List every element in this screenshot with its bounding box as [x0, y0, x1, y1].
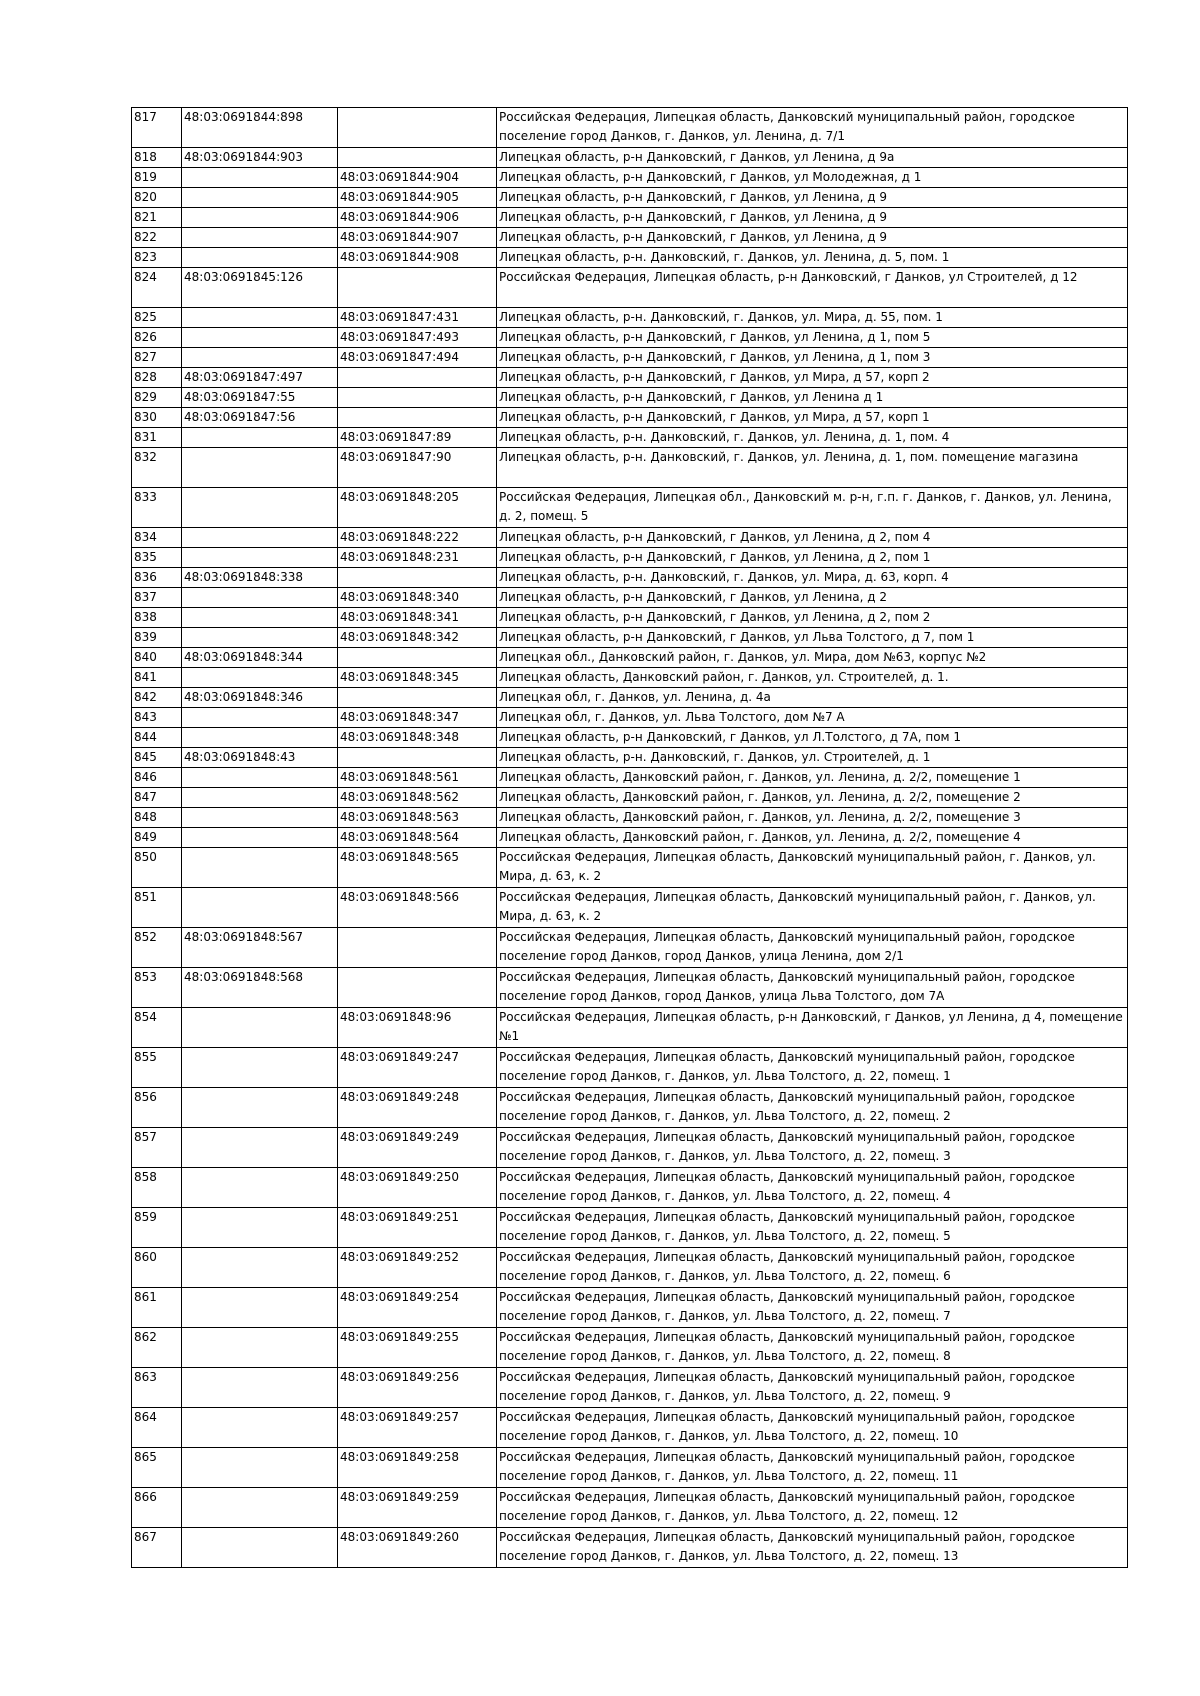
cadastral-number-cell: [182, 308, 338, 328]
included-cadastral-number-cell: 48:03:0691844:904: [338, 168, 497, 188]
cadastral-number-cell: 48:03:0691847:56: [182, 408, 338, 428]
table-row: [132, 388, 1128, 408]
address-cell: Липецкая область, р-н Данковский, г Данков, ул Мира, д 57, корп 1: [497, 408, 1128, 428]
address-cell: Липецкая область, р-н Данковский, г Данков, ул Ленина, д 2, пом 4: [497, 528, 1128, 548]
table-row: [132, 1208, 1128, 1248]
cadastral-number-cell: [182, 668, 338, 688]
table-row: [132, 1088, 1128, 1128]
address-cell: Российская Федерация, Липецкая область, Данковский муниципальный район, городское поселение город Данков, г. Данков, ул. Льва Толстого, д. 22, помещ. 9: [497, 1368, 1128, 1408]
cadastral-number-cell: [182, 1088, 338, 1128]
row-number-cell: 837: [132, 588, 182, 608]
address-cell: Российская Федерация, Липецкая область, Данковский муниципальный район, городское поселение город Данков, г. Данков, ул. Льва Толстого, д. 22, помещ. 4: [497, 1168, 1128, 1208]
row-number-cell: 860: [132, 1248, 182, 1288]
address-cell: Российская Федерация, Липецкая область, Данковский муниципальный район, городское поселение город Данков, г. Данков, ул. Ленина, д. 7/1: [497, 108, 1128, 148]
row-number-cell: 853: [132, 968, 182, 1008]
address-cell: Липецкая область, р-н Данковский, г Данков, ул Ленина, д 9: [497, 188, 1128, 208]
address-cell: Липецкая область, р-н Данковский, г Данков, ул Ленина, д 9а: [497, 148, 1128, 168]
included-cadastral-number-cell: 48:03:0691849:258: [338, 1448, 497, 1488]
table-row: [132, 808, 1128, 828]
row-number-cell: 867: [132, 1528, 182, 1568]
address-cell: Липецкая обл, г. Данков, ул. Льва Толстого, дом №7 А: [497, 708, 1128, 728]
table-row: [132, 668, 1128, 688]
cadastral-number-cell: [182, 1528, 338, 1568]
row-number-cell: 825: [132, 308, 182, 328]
cadastral-number-cell: 48:03:0691844:903: [182, 148, 338, 168]
table-row: [132, 588, 1128, 608]
address-cell: Липецкая область, р-н. Данковский, г. Данков, ул. Мира, д. 55, пом. 1: [497, 308, 1128, 328]
cadastral-number-cell: 48:03:0691848:568: [182, 968, 338, 1008]
row-number-cell: 859: [132, 1208, 182, 1248]
table-row: [132, 648, 1128, 668]
cadastral-number-cell: [182, 828, 338, 848]
table-body: [132, 108, 1128, 1568]
included-cadastral-number-cell: 48:03:0691848:342: [338, 628, 497, 648]
table-row: [132, 628, 1128, 648]
included-cadastral-number-cell: 48:03:0691848:565: [338, 848, 497, 888]
row-number-cell: 838: [132, 608, 182, 628]
table-row: [132, 928, 1128, 968]
table-row: [132, 1168, 1128, 1208]
table-row: [132, 348, 1128, 368]
table-row: [132, 448, 1128, 488]
address-cell: Липецкая область, Данковский район, г. Данков, ул. Ленина, д. 2/2, помещение 1: [497, 768, 1128, 788]
included-cadastral-number-cell: 48:03:0691848:205: [338, 488, 497, 528]
cadastral-number-cell: [182, 328, 338, 348]
included-cadastral-number-cell: 48:03:0691849:252: [338, 1248, 497, 1288]
cadastral-number-cell: [182, 1128, 338, 1168]
address-cell: Российская Федерация, Липецкая область, Данковский муниципальный район, г. Данков, ул. Мира, д. 63, к. 2: [497, 848, 1128, 888]
included-cadastral-number-cell: 48:03:0691848:222: [338, 528, 497, 548]
included-cadastral-number-cell: 48:03:0691849:254: [338, 1288, 497, 1328]
row-number-cell: 857: [132, 1128, 182, 1168]
included-cadastral-number-cell: 48:03:0691848:341: [338, 608, 497, 628]
row-number-cell: 821: [132, 208, 182, 228]
table-row: [132, 568, 1128, 588]
address-cell: Российская Федерация, Липецкая область, Данковский муниципальный район, городское поселение город Данков, г. Данков, ул. Льва Толстого, д. 22, помещ. 11: [497, 1448, 1128, 1488]
cadastral-number-cell: [182, 728, 338, 748]
included-cadastral-number-cell: 48:03:0691849:255: [338, 1328, 497, 1368]
table-row: [132, 1128, 1128, 1168]
table-row: [132, 1248, 1128, 1288]
table-row: [132, 188, 1128, 208]
address-cell: Липецкая область, р-н Данковский, г Данков, ул Ленина, д 2, пом 2: [497, 608, 1128, 628]
included-cadastral-number-cell: 48:03:0691849:260: [338, 1528, 497, 1568]
included-cadastral-number-cell: 48:03:0691848:345: [338, 668, 497, 688]
row-number-cell: 866: [132, 1488, 182, 1528]
row-number-cell: 833: [132, 488, 182, 528]
cadastral-number-cell: 48:03:0691848:344: [182, 648, 338, 668]
included-cadastral-number-cell: 48:03:0691848:566: [338, 888, 497, 928]
address-cell: Липецкая область, Данковский район, г. Данков, ул. Строителей, д. 1.: [497, 668, 1128, 688]
cadastral-number-cell: 48:03:0691844:898: [182, 108, 338, 148]
address-cell: Липецкая область, р-н Данковский, г Данков, ул Ленина, д 1, пом 3: [497, 348, 1128, 368]
cadastral-table: [131, 107, 1128, 1568]
table-row: [132, 968, 1128, 1008]
row-number-cell: 855: [132, 1048, 182, 1088]
table-row: [132, 828, 1128, 848]
included-cadastral-number-cell: 48:03:0691849:256: [338, 1368, 497, 1408]
row-number-cell: 839: [132, 628, 182, 648]
table-row: [132, 328, 1128, 348]
included-cadastral-number-cell: 48:03:0691847:89: [338, 428, 497, 448]
address-cell: Липецкая область, р-н. Данковский, г. Данков, ул. Ленина, д. 1, пом. помещение магазина: [497, 448, 1128, 488]
cadastral-number-cell: [182, 808, 338, 828]
row-number-cell: 836: [132, 568, 182, 588]
table-row: [132, 688, 1128, 708]
cadastral-number-cell: [182, 188, 338, 208]
row-number-cell: 827: [132, 348, 182, 368]
table-row: [132, 1008, 1128, 1048]
table-row: [132, 428, 1128, 448]
row-number-cell: 863: [132, 1368, 182, 1408]
cadastral-number-cell: 48:03:0691847:497: [182, 368, 338, 388]
included-cadastral-number-cell: 48:03:0691848:96: [338, 1008, 497, 1048]
row-number-cell: 830: [132, 408, 182, 428]
included-cadastral-number-cell: 48:03:0691847:90: [338, 448, 497, 488]
cadastral-number-cell: [182, 608, 338, 628]
row-number-cell: 835: [132, 548, 182, 568]
table-row: [132, 1328, 1128, 1368]
row-number-cell: 840: [132, 648, 182, 668]
cadastral-number-cell: [182, 228, 338, 248]
address-cell: Российская Федерация, Липецкая область, Данковский муниципальный район, г. Данков, ул. Мира, д. 63, к. 2: [497, 888, 1128, 928]
row-number-cell: 865: [132, 1448, 182, 1488]
cadastral-number-cell: [182, 628, 338, 648]
included-cadastral-number-cell: [338, 748, 497, 768]
cadastral-number-cell: [182, 488, 338, 528]
included-cadastral-number-cell: [338, 408, 497, 428]
address-cell: Российская Федерация, Липецкая область, Данковский муниципальный район, городское поселение город Данков, г. Данков, ул. Льва Толстого, д. 22, помещ. 6: [497, 1248, 1128, 1288]
included-cadastral-number-cell: 48:03:0691849:250: [338, 1168, 497, 1208]
table-row: [132, 888, 1128, 928]
address-cell: Российская Федерация, Липецкая область, Данковский муниципальный район, городское поселение город Данков, г. Данков, ул. Льва Толстого, д. 22, помещ. 1: [497, 1048, 1128, 1088]
cadastral-number-cell: [182, 448, 338, 488]
row-number-cell: 864: [132, 1408, 182, 1448]
row-number-cell: 845: [132, 748, 182, 768]
address-cell: Российская Федерация, Липецкая область, Данковский муниципальный район, городское поселение город Данков, город Данков, улица Льва Толстого, дом 7А: [497, 968, 1128, 1008]
address-cell: Российская Федерация, Липецкая область, Данковский муниципальный район, городское поселение город Данков, г. Данков, ул. Льва Толстого, д. 22, помещ. 7: [497, 1288, 1128, 1328]
address-cell: Липецкая область, р-н Данковский, г Данков, ул Ленина д 1: [497, 388, 1128, 408]
table-row: [132, 228, 1128, 248]
address-cell: Российская Федерация, Липецкая обл., Данковский м. р-н, г.п. г. Данков, г. Данков, ул. Ленина, д. 2, помещ. 5: [497, 488, 1128, 528]
address-cell: Российская Федерация, Липецкая область, р-н Данковский, г Данков, ул Строителей, д 12: [497, 268, 1128, 308]
cadastral-number-cell: [182, 888, 338, 928]
address-cell: Липецкая область, Данковский район, г. Данков, ул. Ленина, д. 2/2, помещение 4: [497, 828, 1128, 848]
cadastral-number-cell: [182, 1488, 338, 1528]
included-cadastral-number-cell: 48:03:0691849:251: [338, 1208, 497, 1248]
address-cell: Липецкая область, р-н. Данковский, г. Данков, ул. Мира, д. 63, корп. 4: [497, 568, 1128, 588]
row-number-cell: 831: [132, 428, 182, 448]
cadastral-number-cell: [182, 1328, 338, 1368]
included-cadastral-number-cell: 48:03:0691849:247: [338, 1048, 497, 1088]
address-cell: Российская Федерация, Липецкая область, Данковский муниципальный район, городское поселение город Данков, г. Данков, ул. Льва Толстого, д. 22, помещ. 2: [497, 1088, 1128, 1128]
cadastral-number-cell: [182, 248, 338, 268]
cadastral-number-cell: [182, 708, 338, 728]
included-cadastral-number-cell: [338, 928, 497, 968]
address-cell: Российская Федерация, Липецкая область, Данковский муниципальный район, городское поселение город Данков, г. Данков, ул. Льва Толстого, д. 22, помещ. 12: [497, 1488, 1128, 1528]
address-cell: Липецкая область, р-н. Данковский, г. Данков, ул. Ленина, д. 5, пом. 1: [497, 248, 1128, 268]
row-number-cell: 819: [132, 168, 182, 188]
row-number-cell: 852: [132, 928, 182, 968]
table-row: [132, 248, 1128, 268]
included-cadastral-number-cell: [338, 148, 497, 168]
table-row: [132, 268, 1128, 308]
table-row: [132, 748, 1128, 768]
cadastral-number-cell: 48:03:0691847:55: [182, 388, 338, 408]
address-cell: Липецкая область, р-н Данковский, г Данков, ул Мира, д 57, корп 2: [497, 368, 1128, 388]
included-cadastral-number-cell: 48:03:0691848:347: [338, 708, 497, 728]
cadastral-number-cell: [182, 1408, 338, 1448]
table-row: [132, 1488, 1128, 1528]
address-cell: Липецкая обл., Данковский район, г. Данков, ул. Мира, дом №63, корпус №2: [497, 648, 1128, 668]
cadastral-number-cell: [182, 1248, 338, 1288]
cadastral-number-cell: [182, 528, 338, 548]
included-cadastral-number-cell: 48:03:0691848:562: [338, 788, 497, 808]
row-number-cell: 862: [132, 1328, 182, 1368]
included-cadastral-number-cell: 48:03:0691848:231: [338, 548, 497, 568]
table-row: [132, 168, 1128, 188]
table-row: [132, 208, 1128, 228]
table-row: [132, 1288, 1128, 1328]
table-row: [132, 148, 1128, 168]
row-number-cell: 861: [132, 1288, 182, 1328]
table-row: [132, 608, 1128, 628]
cadastral-number-cell: [182, 848, 338, 888]
address-cell: Липецкая область, р-н. Данковский, г. Данков, ул. Строителей, д. 1: [497, 748, 1128, 768]
cadastral-number-cell: 48:03:0691848:43: [182, 748, 338, 768]
address-cell: Липецкая область, Данковский район, г. Данков, ул. Ленина, д. 2/2, помещение 3: [497, 808, 1128, 828]
cadastral-number-cell: [182, 548, 338, 568]
address-cell: Липецкая обл, г. Данков, ул. Ленина, д. 4а: [497, 688, 1128, 708]
row-number-cell: 834: [132, 528, 182, 548]
row-number-cell: 847: [132, 788, 182, 808]
row-number-cell: 858: [132, 1168, 182, 1208]
cadastral-number-cell: [182, 208, 338, 228]
included-cadastral-number-cell: [338, 388, 497, 408]
cadastral-number-cell: [182, 588, 338, 608]
included-cadastral-number-cell: 48:03:0691849:249: [338, 1128, 497, 1168]
included-cadastral-number-cell: 48:03:0691847:431: [338, 308, 497, 328]
address-cell: Липецкая область, р-н Данковский, г Данков, ул Льва Толстого, д 7, пом 1: [497, 628, 1128, 648]
row-number-cell: 824: [132, 268, 182, 308]
cadastral-number-cell: 48:03:0691848:338: [182, 568, 338, 588]
table-row: [132, 108, 1128, 148]
address-cell: Липецкая область, р-н Данковский, г Данков, ул Молодежная, д 1: [497, 168, 1128, 188]
row-number-cell: 829: [132, 388, 182, 408]
cadastral-number-cell: [182, 1008, 338, 1048]
included-cadastral-number-cell: [338, 648, 497, 668]
included-cadastral-number-cell: 48:03:0691844:908: [338, 248, 497, 268]
table-row: [132, 528, 1128, 548]
address-cell: Липецкая область, р-н Данковский, г Данков, ул Ленина, д 1, пом 5: [497, 328, 1128, 348]
cadastral-number-cell: 48:03:0691845:126: [182, 268, 338, 308]
included-cadastral-number-cell: [338, 568, 497, 588]
row-number-cell: 849: [132, 828, 182, 848]
table-row: [132, 1448, 1128, 1488]
table-row: [132, 848, 1128, 888]
included-cadastral-number-cell: 48:03:0691849:259: [338, 1488, 497, 1528]
table-row: [132, 368, 1128, 388]
address-cell: Российская Федерация, Липецкая область, Данковский муниципальный район, городское поселение город Данков, г. Данков, ул. Льва Толстого, д. 22, помещ. 5: [497, 1208, 1128, 1248]
cadastral-number-cell: 48:03:0691848:346: [182, 688, 338, 708]
table-row: [132, 408, 1128, 428]
table-row: [132, 308, 1128, 328]
included-cadastral-number-cell: 48:03:0691848:564: [338, 828, 497, 848]
table-row: [132, 548, 1128, 568]
cadastral-number-cell: [182, 1368, 338, 1408]
cadastral-number-cell: [182, 1168, 338, 1208]
table-row: [132, 1368, 1128, 1408]
table-row: [132, 1408, 1128, 1448]
cadastral-number-cell: [182, 768, 338, 788]
cadastral-number-cell: [182, 1288, 338, 1328]
included-cadastral-number-cell: 48:03:0691844:907: [338, 228, 497, 248]
row-number-cell: 822: [132, 228, 182, 248]
row-number-cell: 848: [132, 808, 182, 828]
table-row: [132, 488, 1128, 528]
included-cadastral-number-cell: 48:03:0691848:340: [338, 588, 497, 608]
included-cadastral-number-cell: [338, 968, 497, 1008]
row-number-cell: 823: [132, 248, 182, 268]
table-row: [132, 728, 1128, 748]
table-row: [132, 708, 1128, 728]
table-row: [132, 1048, 1128, 1088]
included-cadastral-number-cell: [338, 108, 497, 148]
table-row: [132, 788, 1128, 808]
cadastral-number-cell: [182, 168, 338, 188]
row-number-cell: 843: [132, 708, 182, 728]
address-cell: Липецкая область, Данковский район, г. Данков, ул. Ленина, д. 2/2, помещение 2: [497, 788, 1128, 808]
row-number-cell: 828: [132, 368, 182, 388]
row-number-cell: 844: [132, 728, 182, 748]
address-cell: Российская Федерация, Липецкая область, р-н Данковский, г Данков, ул Ленина, д 4, помещение №1: [497, 1008, 1128, 1048]
row-number-cell: 818: [132, 148, 182, 168]
included-cadastral-number-cell: 48:03:0691847:493: [338, 328, 497, 348]
cadastral-number-cell: [182, 1448, 338, 1488]
cadastral-number-cell: [182, 348, 338, 368]
address-cell: Липецкая область, р-н Данковский, г Данков, ул Ленина, д 9: [497, 208, 1128, 228]
row-number-cell: 850: [132, 848, 182, 888]
row-number-cell: 841: [132, 668, 182, 688]
address-cell: Российская Федерация, Липецкая область, Данковский муниципальный район, городское поселение город Данков, г. Данков, ул. Льва Толстого, д. 22, помещ. 13: [497, 1528, 1128, 1568]
row-number-cell: 832: [132, 448, 182, 488]
row-number-cell: 851: [132, 888, 182, 928]
address-cell: Российская Федерация, Липецкая область, Данковский муниципальный район, городское поселение город Данков, г. Данков, ул. Льва Толстого, д. 22, помещ. 8: [497, 1328, 1128, 1368]
address-cell: Российская Федерация, Липецкая область, Данковский муниципальный район, городское поселение город Данков, г. Данков, ул. Льва Толстого, д. 22, помещ. 10: [497, 1408, 1128, 1448]
row-number-cell: 820: [132, 188, 182, 208]
table-row: [132, 1528, 1128, 1568]
row-number-cell: 854: [132, 1008, 182, 1048]
cadastral-number-cell: 48:03:0691848:567: [182, 928, 338, 968]
row-number-cell: 842: [132, 688, 182, 708]
address-cell: Липецкая область, р-н Данковский, г Данков, ул Л.Толстого, д 7А, пом 1: [497, 728, 1128, 748]
included-cadastral-number-cell: 48:03:0691849:248: [338, 1088, 497, 1128]
cadastral-number-cell: [182, 428, 338, 448]
address-cell: Российская Федерация, Липецкая область, Данковский муниципальный район, городское поселение город Данков, г. Данков, ул. Льва Толстого, д. 22, помещ. 3: [497, 1128, 1128, 1168]
address-cell: Российская Федерация, Липецкая область, Данковский муниципальный район, городское поселение город Данков, город Данков, улица Ленина, дом 2/1: [497, 928, 1128, 968]
address-cell: Липецкая область, р-н Данковский, г Данков, ул Ленина, д 9: [497, 228, 1128, 248]
row-number-cell: 856: [132, 1088, 182, 1128]
included-cadastral-number-cell: [338, 268, 497, 308]
included-cadastral-number-cell: 48:03:0691844:906: [338, 208, 497, 228]
included-cadastral-number-cell: 48:03:0691849:257: [338, 1408, 497, 1448]
included-cadastral-number-cell: 48:03:0691847:494: [338, 348, 497, 368]
row-number-cell: 826: [132, 328, 182, 348]
cadastral-number-cell: [182, 1208, 338, 1248]
included-cadastral-number-cell: [338, 368, 497, 388]
address-cell: Липецкая область, р-н. Данковский, г. Данков, ул. Ленина, д. 1, пом. 4: [497, 428, 1128, 448]
included-cadastral-number-cell: 48:03:0691848:563: [338, 808, 497, 828]
row-number-cell: 817: [132, 108, 182, 148]
included-cadastral-number-cell: 48:03:0691848:561: [338, 768, 497, 788]
cadastral-number-cell: [182, 1048, 338, 1088]
included-cadastral-number-cell: [338, 688, 497, 708]
row-number-cell: 846: [132, 768, 182, 788]
included-cadastral-number-cell: 48:03:0691844:905: [338, 188, 497, 208]
address-cell: Липецкая область, р-н Данковский, г Данков, ул Ленина, д 2, пом 1: [497, 548, 1128, 568]
address-cell: Липецкая область, р-н Данковский, г Данков, ул Ленина, д 2: [497, 588, 1128, 608]
table-row: [132, 768, 1128, 788]
included-cadastral-number-cell: 48:03:0691848:348: [338, 728, 497, 748]
cadastral-number-cell: [182, 788, 338, 808]
